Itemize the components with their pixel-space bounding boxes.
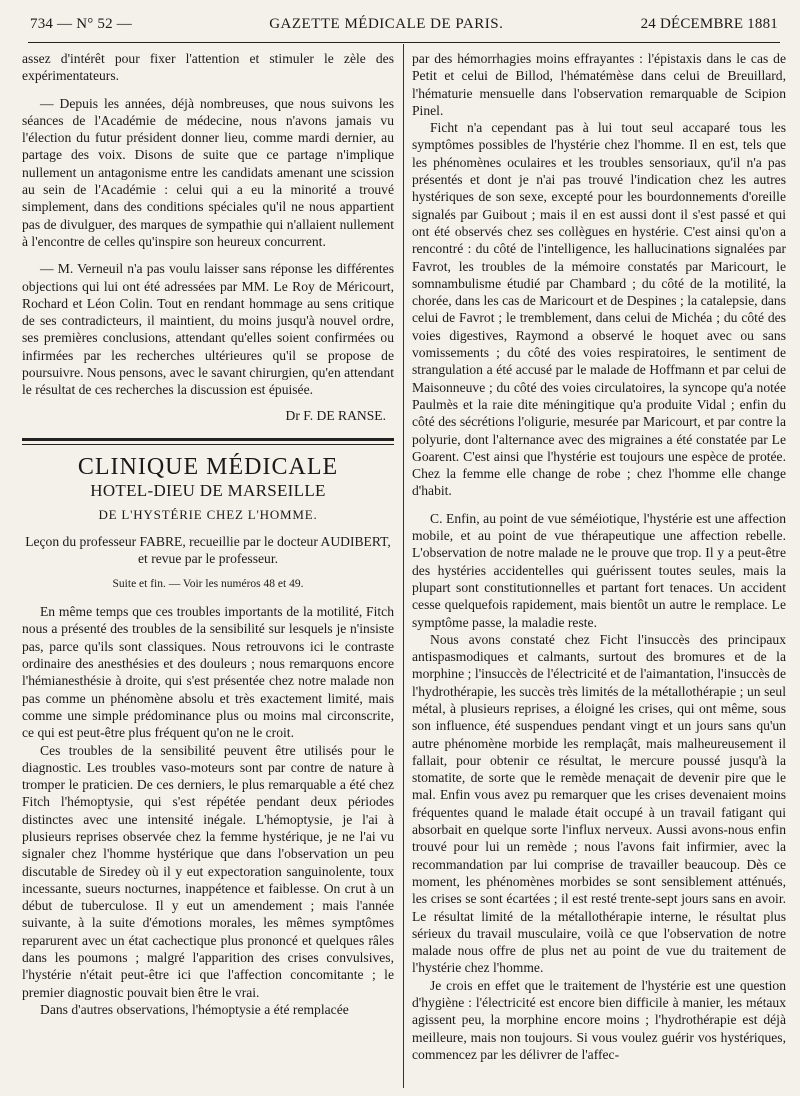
page-number: 734 — N° 52 — [30,16,132,32]
section-title: CLINIQUE MÉDICALE [77,453,339,480]
article-paragraph-2: Ces troubles de la sensibilité peuvent être utilisés pour le diagnostic. Les troubles vaso-moteurs sont par contre de nature à tromper le praticien. De ces derniers, le plus remarquable a été chez Fitch l'hémoptysie, qui s'est répétée pendant deux périodes distinctes avec une intensité inégale. L'hémoptysie, je l'ai à plusieurs reprises observée chez la femme hystérique, je ne l'ai vu signaler chez l'homme hystérique que dans l'observation un peu discutable de Siredey où il y eut expectoration sanguinolente, toux incessante, sueurs nocturnes, inappétence et faiblesse. On crut à un début de tuberculose. Il y eut un amendement ; mais l'année suivante, à la suite d'émotions morales, les mêmes symptômes reparurent avec un état cachectique plus prononcé et quelques râles dans les poumons ; malgré l'apparition des crises convulsives, l'hystérie n'était peut-être ici que l'affection concomitante ; le premier diagnostic pouvait bien être le vrai. [22,742,394,1000]
left-column [22,50,394,1018]
hygiene-paragraph: Je crois en effet que le traitement de l'hystérie est une question d'hygiène : l'électricité est encore bien difficile à manier, les métaux agissent peu, la morphine encore moins ; l'hydrothérapie est déjà meilleure, mais non toujours. Si vous voulez guérir vos hystériques, commencez par les délivrer de l'affec- [412,977,786,1062]
publication-title: GAZETTE MÉDICALE DE PARIS. [269,16,504,32]
academie-paragraph: — Depuis les années, déjà nombreuses, que nous suivons les séances de l'Académie de médecine, nous n'avons jamais vu l'élection du futur président donner lieu, comme mardi dernier, au partage des voix. Disons de suite que ce partage n'implique nullement un antagonisme entre les candidats amenant une scission au sein de l'Académie : celui qui a eu la minorité a trouvé simplement, dans des conditions spéciales qu'il ne nous appartient pas de divulguer, des marques de sympathie qui n'allaient nullement à l'encontre de celles qu'inspire son heureux concurrent. [22,95,394,249]
section-divider [22,438,394,445]
column-divider [403,44,404,1088]
lecture-credit: Leçon du professeur FABRE, recueillie par le docteur AUDIBERT, et revue par le professeur. [25,533,391,567]
header-rule [28,42,780,43]
hospital-title: HOTEL-DIEU DE MARSEILLE [90,481,326,501]
issue-date: 24 DÉCEMBRE 1881 [640,16,778,32]
signature: Dr F. DE RANSE. [285,407,386,423]
article-paragraph-3: Dans d'autres observations, l'hémoptysie a été remplacée [40,1001,349,1017]
intro-paragraph: assez d'intérêt pour fixer l'attention et stimuler le zèle des expérimentateurs. [22,51,394,84]
therapeutique-paragraph: Nous avons constaté chez Ficht l'insuccès des principaux antispasmodiques et calmants, surtout des bromures et de la morphine ; l'insuccès de l'électricité et de l'aimantation, l'insuccès de l'hydrothérapie, les succès très limités de la métallothérapie ; un seul métal, à plusieurs reprises, a éloigné les crises, qui ont même, sous son influence, été suspendues pendant vingt et un jours sans qu'un autre phénomène morbide les remplaçât, mais malheureusement il fallait, pour obtenir ce résultat, le mercure poussé jusqu'à la stomatite, de sorte que le remède menaçait de devenir pire que le mal. Enfin vous avez pu remarquer que les crises devenaient moins fréquentes quand le malade était occupé à un travail fatigant qui absorbait en quelque sorte l'influx nerveux. Aussi avons-nous enfin trouvé pour lui un remède ; nous l'avons fait infirmier, avec la recommandation par lui comprise de travailler beaucoup. Dès ce moment, les phénomènes morbides se sont sensiblement atténués, les crises se sont écartées ; il est resté trente-sept jours sans en avoir. Le résultat limité de la métallothérapie interne, le résultat plus sérieux du travail musculaire, voilà ce que l'observation de notre malade nous offre de plus net au point de vue du traitement de l'hystérie chez l'homme. [412,631,786,976]
right-column [412,50,786,1063]
page-header [30,16,778,38]
article-paragraph-1: En même temps que ces troubles importants de la motilité, Fitch nous a présenté des troubles de la sensibilité sur lesquels je n'insiste pas, parce qu'ils sont classiques. Nous retrouvons ici le contraste ordinaire des anesthésies et des douleurs ; nous remarquons encore l'hémianesthésie à droite, qui s'est présentée chez notre malade non pas comme un phénomène absolu et très exactement limité, mais comme une simple prédominance plus ou moins mal circonscrite, ce qui est peut-être plus fréquent qu'on ne le croit. [22,604,394,741]
semeiotique-paragraph: C. Enfin, au point de vue séméiotique, l'hystérie est une affection mobile, et au point de vue thérapeutique une affection rebelle. L'observation de notre malade ne le prouve que trop. Il y a peut-être des hystéries accidentelles qui guérissent toutes seules, mais la plupart sont constitutionnelles et partant fort tenaces. Un accident cesse quelquefois rapidement, mais bientôt un autre le remplace. Le symptôme passe, la maladie reste. [412,510,786,630]
ficht-paragraph: Ficht n'a cependant pas à lui tout seul accaparé tous les symptômes possibles de l'hystérie chez l'homme. Il en est, tels que les phénomènes oculaires et les troubles sensoriaux, qu'il n'a pas présentés et dont je n'ai pas trouvé l'indication chez les autres hystériques de son sexe, excepté pour les bourdonnements d'oreille signalés par Guibout ; mais il en est aussi dont il s'est passé et qui ont été observés chez ses collègues en hystérie. C'est ainsi qu'on a rencontré : du côté de l'intelligence, les hallucinations signalées par Favrot, les troubles de la mémoire constatés par Maricourt, le somnambulisme étudié par Chambard ; du côté de la motilité, la chorée, dans les cas de Maricourt et de Despines ; la catalepsie, dans celui de Favrot ; le tremblement, dans celui de Michéa ; du côté des voies digestives, Raymond a observé le hoquet avec ou sans vomissements ; du côté des voies respiratoires, le sentiment de strangulation a été accusé par le malade de Hoffmann et par celui de Maisonneuve ; du côté des voies circulatoires, la syncope qu'a notée Paulmès et la raie dite méningitique qu'a produite Vidal ; enfin du côté des sécrétions l'oligurie, mesurée par Maricourt, et par contre la polyurie, dont l'alternance avec des migraines a été constatée par Le Goarent. C'est ainsi que l'hystérie est toujours une espèce de protée. Chez la femme elle change de robe ; chez l'homme elle change d'habit. [412,120,786,499]
continued-paragraph: par des hémorrhagies moins effrayantes : l'épistaxis dans le cas de Petit et celui de Billod, l'hématémèse dans celui de Breuillard, l'hématurie mensuelle dans l'observation remarquable de Scipion Pinel. [412,51,786,118]
verneuil-paragraph: — M. Verneuil n'a pas voulu laisser sans réponse les différentes objections qui lui ont été adressées par MM. Le Roy de Méricourt, Rochard et Léon Colin. Tout en rendant hommage au sens critique de ses contradicteurs, il maintient, du moins jusqu'à nouvel ordre, ses premières conclusions, attendant qu'elles soient confirmées ou infirmées par les recherches ultérieures qu'il se propose de poursuivre. Nous pensons, avec le savant chirurgien, qu'en attendant le résultat de ces recherches la discussion est épuisée. [22,261,394,398]
continuation-note: Suite et fin. — Voir les numéros 48 et 49. [112,577,304,590]
article-title: DE L'HYSTÉRIE CHEZ L'HOMME. [98,506,318,522]
